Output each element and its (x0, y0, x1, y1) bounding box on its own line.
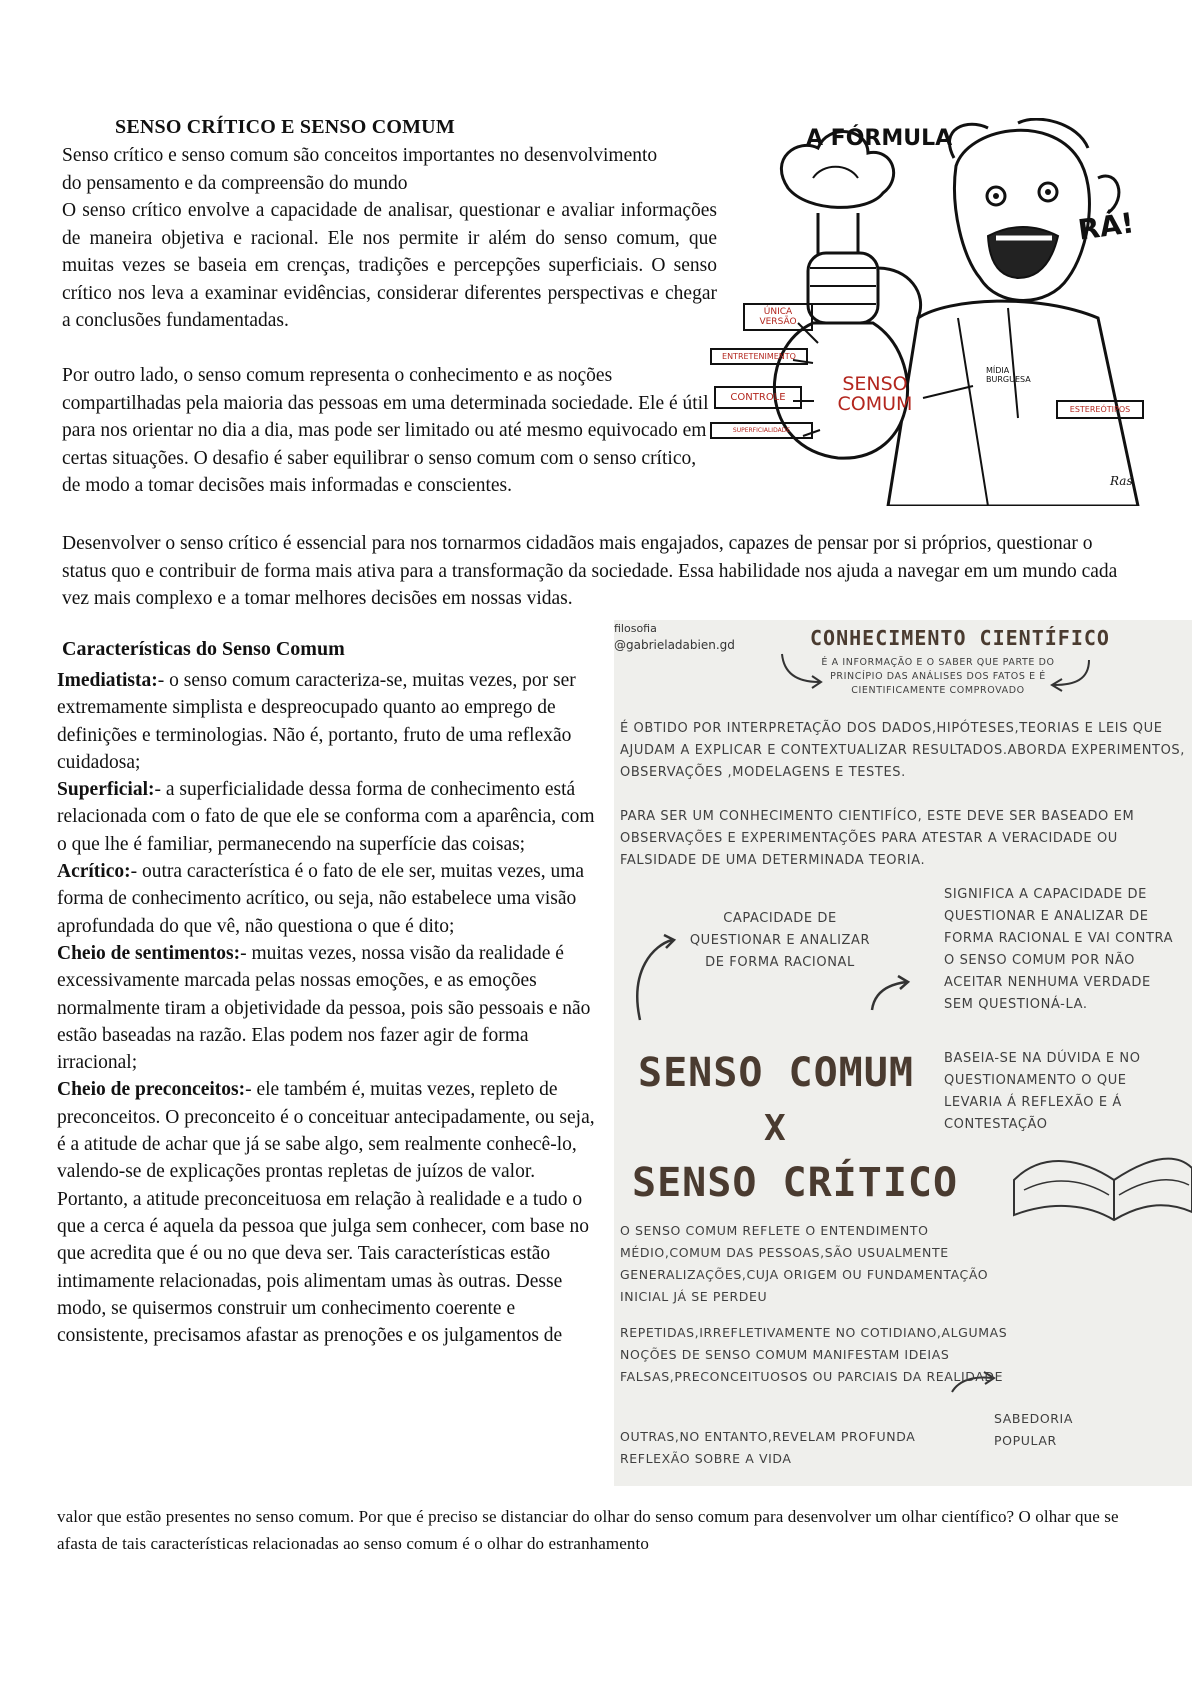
characteristic-term: Superficial: (57, 779, 155, 801)
document-title: SENSO CRÍTICO E SENSO COMUM (115, 116, 455, 138)
paragraph-critical-sense: O senso crítico envolve a capacidade de analisar, questionar e avaliar informações de maneira objetiva e racional. Ele nos permite ir além do senso comum, que muitas vezes se baseia em crenças, tradições e percepções superficiais. O senso crítico nos leva a examinar evidências, considerar diferentes perspectivas e chegar a conclusões fundamentadas. (62, 200, 717, 331)
characteristic-text: - outra característica é o fato de ele ser, muitas vezes, uma forma de conhecimento acrítico, ou seja, não estabelece uma visão aprofundada do que vê, não questiona o que é dito; (57, 861, 585, 937)
infographic-heading: CONHECIMENTO CIENTÍFICO (810, 626, 1110, 650)
characteristic-text: - o senso comum caracteriza-se, muitas vezes, por ser extremamente simplista e despreocupado quanto ao emprego de definições e terminologias. Não é, portanto, fruto de uma reflexão cuidadosa; (57, 670, 576, 773)
closing-paragraph: valor que estão presentes no senso comum. Por que é preciso se distanciar do olhar do senso comum para desenvolver um olhar científico? O olhar que se afasta de tais características relacionadas ao senso comum é o olhar do estranhamento (57, 1507, 1119, 1553)
big-title-x: X (764, 1108, 787, 1149)
characteristic-text: - ele também é, muitas vezes, repleto de preconceitos. O preconceito é o conceituar antecipadamente, ou seja, é a atitude de achar que já se sabe algo, sem realmente conhecê-lo, valendo-se de explicações prontas repletas de juízos de valor. Portanto, a atitude preconceituosa em relação à realidade e a tudo o que a cerca é aquela da pessoa que julga sem conhecer, com base no que acredita que é ou no que deva ser. Tais características estão intimamente relacionadas, pois alimentam umas às outras. Desse modo, se quisermos construir um conhecimento coerente e consistente, precisamos afastar as prenoções e os julgamentos de (57, 1079, 595, 1347)
paragraph-common-sense: Por outro lado, o senso comum representa o conhecimento e as noções compartilhadas pela maioria das pessoas em uma determinada sociedade. Ele é útil para nos orientar no dia a dia, mas pode ser limitado ou até mesmo equivocado em certas situações. O desafio é saber equilibrar o senso comum com o senso crítico, de modo a tomar decisões mais informadas e conscientes. (62, 365, 709, 496)
label-estereotipos: ESTEREÓTIPOS (1056, 400, 1144, 419)
critical-definition-text: SIGNIFICA A CAPACIDADE DE QUESTIONAR E ANALIZAR DE FORMA RACIONAL E VAI CONTRA O SENSO COMUM POR NÃO ACEITAR NENHUMA VERDADE SEM QUESTIONÁ-LA. (944, 887, 1174, 1012)
critical-basis-text: BASEIA-SE NA DÚVIDA E NO QUESTIONAMENTO O QUE LEVARIA Á REFLEXÃO E Á CONTESTAÇÃO (944, 1051, 1141, 1132)
characteristic-item (57, 667, 602, 776)
common-sense-text-2: REPETIDAS,IRREFLETIVAMENTE NO COTIDIANO,ALGUMAS NOÇÕES DE SENSO COMUM MANIFESTAM IDEIAS FALSAS,PRECONCEITUOSOS OU PARCIAIS DA REALIDADE (620, 1325, 1008, 1384)
popular-wisdom-text: SABEDORIA POPULAR (994, 1411, 1073, 1448)
definition-text: É A INFORMAÇÃO E O SABER QUE PARTE DO PRINCÍPIO DAS ANÁLISES DOS FATOS E É CIENTIFICAMENTE COMPROVADO (821, 657, 1055, 696)
big-title-senso-comum: SENSO COMUM (638, 1050, 914, 1096)
infographic-handle-2: @gabrieladabien.gd (614, 638, 735, 652)
characteristic-term: Cheio de preconceitos: (57, 1079, 246, 1101)
cartoon-heading: A FÓRMULA (806, 126, 953, 151)
scientific-para-2: PARA SER UM CONHECIMENTO CIENTIFÍCO, ESTE DEVE SER BASEADO EM OBSERVAÇÕES E EXPERIMENTAÇÕES PARA ATESTAR A VERACIDADE OU FALSIDADE DE UMA DETERMINADA TEORIA. (620, 809, 1135, 868)
label-unica-versao: ÚNICA VERSÃO (743, 303, 813, 331)
scientific-para-1: É OBTIDO POR INTERPRETAÇÃO DOS DADOS,HIPÓTESES,TEORIAS E LEIS QUE AJUDAM A EXPLICAR E CONTEXTUALIZAR RESULTADOS.ABORDA EXPERIMENTOS, OBSERVAÇÕES ,MODELAGENS E TESTES. (620, 721, 1185, 780)
characteristic-text: - a superficialidade dessa forma de conhecimento está relacionada com o fato de que ele se conforma com a aparência, com o que lhe é familiar, permanecendo na superfície das coisas; (57, 779, 595, 855)
formula-cartoon (718, 118, 1150, 506)
capacity-text: CAPACIDADE DE QUESTIONAR E ANALIZAR DE FORMA RACIONAL (689, 911, 871, 970)
infographic-handle-1: filosofia (614, 622, 657, 635)
label-midia-burguesa: MÍDIA BURGUESA (986, 366, 1031, 384)
flask-label-line-1: SENSO (842, 373, 908, 395)
characteristics-list (57, 667, 602, 1349)
label-controle: CONTROLE (714, 386, 802, 409)
label-superficialidade: SUPERFICIALIDADE (710, 422, 813, 439)
common-sense-text-3: OUTRAS,NO ENTANTO,REVELAM PROFUNDA REFLEXÃO SOBRE A VIDA (620, 1429, 916, 1466)
characteristic-term: Cheio de sentimentos: (57, 942, 241, 964)
flask-label (830, 374, 920, 414)
characteristic-text: - muitas vezes, nossa visão da realidade é excessivamente marcada pelas nossas emoções, e as emoções normalmente tiram a objetividade da pessoa, pois são pessoais e não estão baseadas na razão. Elas podem nos fazer agir de forma irracional; (57, 942, 591, 1074)
cartoon-exclaim: RÁ! (1075, 206, 1137, 247)
intro-paragraph: Senso crítico e senso comum são conceitos importantes no desenvolvimento do pensamento e da compreensão do mundo (62, 145, 658, 194)
characteristic-item (57, 1076, 602, 1349)
flask-label-line-2: COMUM (837, 393, 913, 415)
characteristic-item (57, 940, 602, 1076)
big-title-senso-critico: SENSO CRÍTICO (632, 1160, 959, 1206)
characteristic-term: Acrítico: (57, 861, 131, 883)
characteristic-term: Imediatista: (57, 670, 158, 691)
cartoon-signature: Ras (1110, 474, 1133, 488)
common-sense-text-1: O SENSO COMUM REFLETE O ENTENDIMENTO MÉDIO,COMUM DAS PESSOAS,SÃO USUALMENTE GENERALIZAÇÕES,CUJA ORIGEM OU FUNDAMENTAÇÃO INICIAL JÁ SE PERDEU (620, 1223, 989, 1304)
characteristic-item (57, 858, 602, 940)
label-entretenimento: ENTRETENIMENTO (710, 348, 808, 365)
paragraph-develop-critical: Desenvolver o senso crítico é essencial para nos tornarmos cidadãos mais engajados, capazes de pensar por si próprios, questionar o status quo e contribuir de forma mais ativa para a transformação da sociedade. Essa habilidade nos ajuda a navegar em um mundo cada vez mais complexo e a tomar melhores decisões em nossas vidas. (62, 533, 1118, 609)
senso-comum-vs-critico-infographic (614, 620, 1192, 1486)
characteristics-heading: Características do Senso Comum (62, 638, 345, 660)
characteristic-item (57, 776, 602, 858)
